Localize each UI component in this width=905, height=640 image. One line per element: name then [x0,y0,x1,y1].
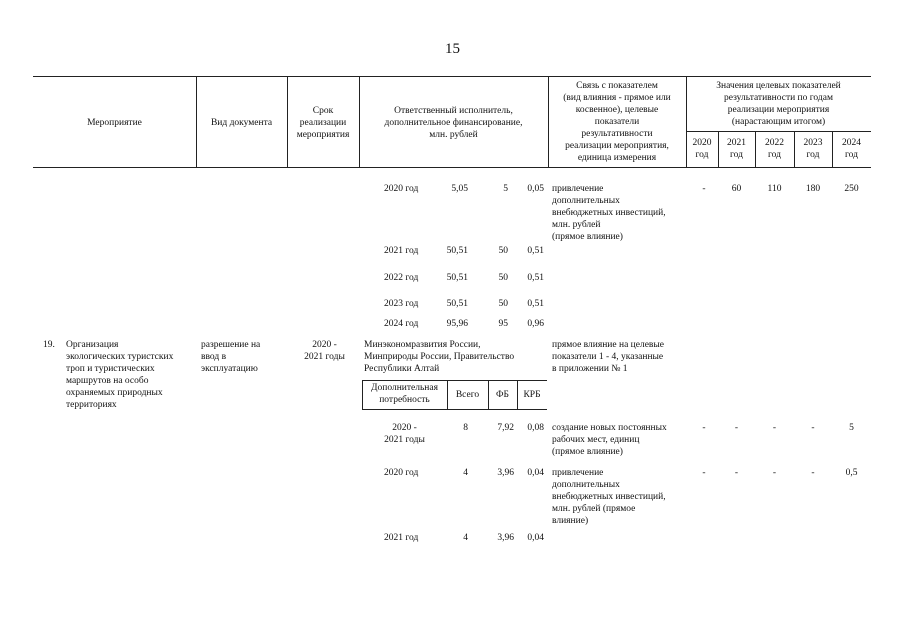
fin-fb: 95 [498,319,508,329]
header-values-1: Значения целевых показателей [716,81,841,91]
header-resp-2: дополнительное финансирование, [384,118,523,128]
fin-krb: 0,04 [527,468,544,478]
fin-krb: 0,08 [527,423,544,433]
header-link-4: показатели [594,117,640,127]
responsible: Минприроды России, Правительство [364,352,515,362]
fin-total: 50,51 [446,246,468,256]
fin-year: 2021 годы [384,435,425,445]
header-resp-3: млн. рублей [429,130,478,140]
fin-total: 95,96 [446,319,468,329]
indicator-link: (прямое влияние) [552,232,623,242]
term: 2020 - [312,340,337,350]
indicator-link: (прямое влияние) [552,447,623,457]
indicator-value: 110 [767,184,782,194]
fin-krb: 0,05 [527,184,544,194]
header-values-2: результативности по годам [724,93,833,103]
row-link: прямое влияние на целевые [552,340,665,350]
indicator-value: 60 [731,184,742,194]
subtable-need-header: потребность [379,395,430,405]
fin-fb: 50 [498,299,508,309]
row-link: показатели 1 - 4, указанные [552,352,664,362]
fin-year: 2021 год [384,533,419,543]
fin-year: 2024 год [384,319,419,329]
indicator-link: дополнительных [552,196,620,206]
fin-year: 2022 год [384,273,419,283]
fin-fb: 5 [503,184,508,194]
fin-fb: 3,96 [497,468,514,478]
years-divider [686,131,871,132]
indicator-link: млн. рублей (прямое [552,504,636,514]
event-text: троп и туристических [66,364,155,374]
fin-fb: 7,92 [497,423,514,433]
indicator-value: - [772,468,777,478]
fin-total: 50,51 [446,273,468,283]
document-type: ввод в [201,352,227,362]
year-header-unit: год [768,150,781,160]
responsible: Минэкономразвития России, [364,340,481,350]
header-bottom-border [33,167,871,168]
subtable-bottom-border [362,409,547,410]
fin-fb: 50 [498,273,508,283]
indicator-value: - [772,423,777,433]
indicator-value: 180 [805,184,821,194]
year-header-unit: год [806,150,820,160]
year-header-unit: год [730,150,743,160]
header-resp-1: Ответственный исполнитель, [394,106,513,116]
page-number: 15 [445,41,460,57]
header-link-6: реализации мероприятия, [565,141,669,151]
header-link-2: (вид влияния - прямое или [563,93,671,103]
year-header: 2024 [842,138,861,148]
header-event: Мероприятие [87,118,142,128]
row-link: в приложении № 1 [552,364,628,374]
indicator-value: - [734,423,739,433]
indicator-link: привлечение [552,468,604,478]
fin-year: 2020 год [384,468,419,478]
year-header: 2022 [765,138,784,148]
header-link-5: результативности [581,129,653,139]
indicator-value: - [702,468,706,478]
indicator-link: млн. рублей [552,220,601,230]
indicator-value: - [702,184,706,194]
row-number: 19. [43,340,55,350]
fin-fb: 3,96 [497,533,514,543]
fin-krb: 0,51 [527,273,544,283]
indicator-value: - [811,468,815,478]
indicator-value: - [734,468,739,478]
header-link-3: косвенное), целевые [575,105,659,115]
table-top-border [33,76,871,77]
indicator-link: внебюджетных инвестиций, [552,492,666,502]
year-header: 2020 [692,138,712,148]
indicator-value: - [702,423,706,433]
subtable-total-header: Всего [455,390,480,400]
subtable-need-header: Дополнительная [371,383,438,393]
document-type: эксплуатацию [201,364,258,374]
indicator-value: - [811,423,815,433]
document-type: разрешение на [201,340,261,350]
event-text: территориях [66,400,117,410]
year-header-unit: год [695,150,709,160]
fin-year: 2023 год [384,299,419,309]
fin-total: 50,51 [446,299,468,309]
fin-krb: 0,51 [527,299,544,309]
event-text: маршрутов на особо [66,376,149,386]
fin-krb: 0,51 [527,246,544,256]
header-link-7: единица измерения [577,153,657,163]
header-term-2: реализации [299,118,347,128]
fin-total: 5,05 [451,184,468,194]
header-values-3: реализации мероприятия [727,105,830,115]
fin-year: 2020 - [392,423,417,433]
header-doc-type: Вид документа [210,118,273,128]
fin-year: 2021 год [384,246,419,256]
indicator-link: влияние) [552,516,589,526]
subtable-top-border [362,380,547,381]
indicator-link: создание новых постоянных [552,423,667,433]
indicator-link: дополнительных [552,480,620,490]
term: 2021 годы [304,352,345,362]
fin-year: 2020 год [384,184,419,194]
header-values-4: (нарастающим итогом) [731,117,826,127]
subtable-fb-header: ФБ [496,390,509,400]
header-term-3: мероприятия [296,130,350,140]
indicator-link: привлечение [552,184,604,194]
fin-total: 4 [463,533,468,543]
fin-krb: 0,96 [527,319,544,329]
indicator-link: внебюджетных инвестиций, [552,208,666,218]
indicator-value: 0,5 [845,468,858,478]
indicator-value: 5 [849,423,854,433]
event-text: Организация [66,340,119,350]
year-header-unit: год [845,150,858,160]
indicator-value: 250 [844,184,859,194]
fin-total: 8 [463,423,468,433]
header-term-1: Срок [312,106,334,116]
year-header: 2021 [727,138,746,148]
fin-total: 4 [463,468,468,478]
event-text: экологических туристских [66,352,174,362]
header-link-1: Связь с показателем [576,81,658,91]
responsible: Республики Алтай [364,364,440,374]
year-header: 2023 [803,138,823,148]
event-text: охраняемых природных [66,388,163,398]
subtable-krb-header: КРБ [523,390,541,400]
fin-krb: 0,04 [527,533,544,543]
indicator-link: рабочих мест, единиц [552,435,640,445]
fin-fb: 50 [498,246,508,256]
